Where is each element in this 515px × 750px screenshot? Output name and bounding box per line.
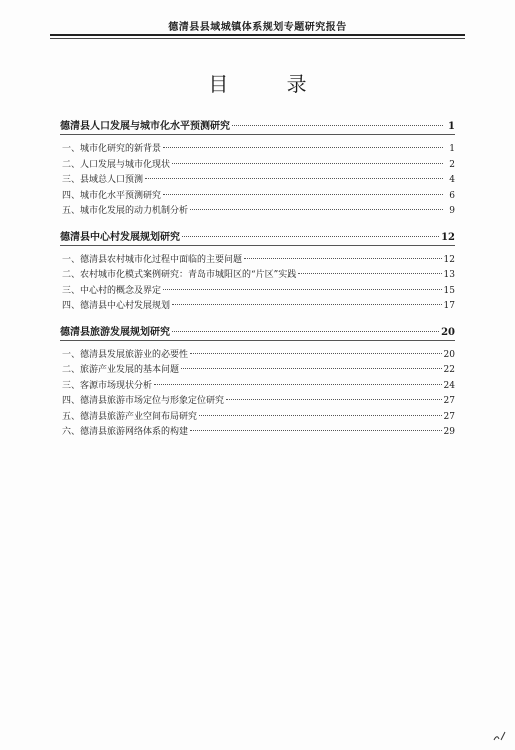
item-label: 四、城市化水平预测研究 <box>62 190 162 201</box>
item-label: 二、人口发展与城市化现状 <box>62 159 171 170</box>
item-label: 五、德清县旅游产业空间布局研究 <box>62 411 198 422</box>
toc-item[interactable] <box>60 393 455 409</box>
leader-dots <box>154 384 442 385</box>
leader-dots <box>182 236 439 237</box>
section-rule <box>60 134 455 135</box>
item-label: 三、客源市场现状分析 <box>62 380 153 391</box>
toc-item[interactable] <box>60 298 455 314</box>
toc-item[interactable] <box>60 267 455 283</box>
leader-dots <box>190 209 443 210</box>
toc-item[interactable] <box>60 172 455 188</box>
item-label: 一、德清县农村城市化过程中面临的主要问题 <box>62 254 243 265</box>
leader-dots <box>226 399 442 400</box>
item-page: 27 <box>443 396 455 406</box>
leader-dots <box>298 273 441 274</box>
toc-item[interactable] <box>60 409 455 425</box>
toc-item[interactable] <box>60 188 455 204</box>
toc-item[interactable] <box>60 283 455 299</box>
item-label: 二、旅游产业发展的基本问题 <box>62 365 180 375</box>
scan-mark-icon <box>493 730 507 742</box>
item-page: 17 <box>443 301 455 311</box>
header-rule-thin <box>50 38 465 39</box>
leader-dots <box>163 289 442 290</box>
section-gap <box>60 219 455 228</box>
toc-section[interactable] <box>60 323 455 339</box>
table-of-contents <box>60 117 455 440</box>
leader-dots <box>244 258 442 259</box>
toc-item[interactable] <box>60 252 455 268</box>
item-label: 四、德清县中心村发展规划 <box>62 301 171 311</box>
item-label: 一、德清县发展旅游业的必要性 <box>62 349 189 360</box>
section-gap <box>60 314 455 323</box>
leader-dots <box>199 415 442 416</box>
section-page: 1 <box>448 121 455 132</box>
leader-dots <box>172 163 443 164</box>
item-page: 2 <box>449 159 455 170</box>
leader-dots <box>190 430 442 431</box>
section-rule <box>60 245 455 246</box>
section-title: 德清县旅游发展规划研究 <box>60 326 170 338</box>
item-page: 12 <box>443 254 455 265</box>
item-page: 9 <box>449 206 455 216</box>
item-page: 24 <box>443 380 455 391</box>
item-label: 二、农村城市化模式案例研究：青岛市城阳区的“片区”实践 <box>62 270 297 280</box>
toc-item[interactable] <box>60 347 455 363</box>
toc-item[interactable] <box>60 424 455 440</box>
leader-dots <box>163 147 443 148</box>
running-header: 德清县县域城镇体系规划专题研究报告 <box>168 22 347 33</box>
item-page: 6 <box>449 190 455 201</box>
item-label: 一、城市化研究的新背景 <box>62 144 162 154</box>
item-page: 15 <box>443 285 455 296</box>
item-label: 三、中心村的概念及界定 <box>62 285 162 296</box>
toc-item[interactable] <box>60 378 455 394</box>
section-page: 20 <box>441 326 455 338</box>
item-label: 五、城市化发展的动力机制分析 <box>62 206 189 216</box>
item-label: 四、德清县旅游市场定位与形象定位研究 <box>62 396 225 406</box>
item-page: 1 <box>449 144 455 154</box>
section-rule <box>60 340 455 341</box>
toc-title: 目 录 <box>208 72 333 96</box>
toc-section[interactable] <box>60 228 455 244</box>
toc-item[interactable] <box>60 141 455 157</box>
leader-dots <box>145 178 443 179</box>
item-page: 13 <box>443 270 455 280</box>
leader-dots <box>163 194 443 195</box>
section-title: 德清县人口发展与城市化水平预测研究 <box>60 121 230 132</box>
item-label: 三、县域总人口预测 <box>62 175 144 185</box>
leader-dots <box>172 304 442 305</box>
leader-dots <box>232 125 443 126</box>
toc-section[interactable] <box>60 117 455 133</box>
item-page: 27 <box>443 411 455 422</box>
toc-item[interactable] <box>60 362 455 378</box>
section-page: 12 <box>441 231 455 243</box>
toc-item[interactable] <box>60 203 455 219</box>
toc-item[interactable] <box>60 157 455 173</box>
item-page: 4 <box>449 175 455 185</box>
item-label: 六、德清县旅游网络体系的构建 <box>62 427 189 437</box>
item-page: 29 <box>443 427 455 437</box>
item-page: 22 <box>443 365 455 375</box>
section-title: 德清县中心村发展规划研究 <box>60 231 180 243</box>
header-rule <box>50 34 465 36</box>
item-page: 20 <box>443 349 455 360</box>
leader-dots <box>190 353 442 354</box>
leader-dots <box>181 368 442 369</box>
leader-dots <box>172 331 439 332</box>
